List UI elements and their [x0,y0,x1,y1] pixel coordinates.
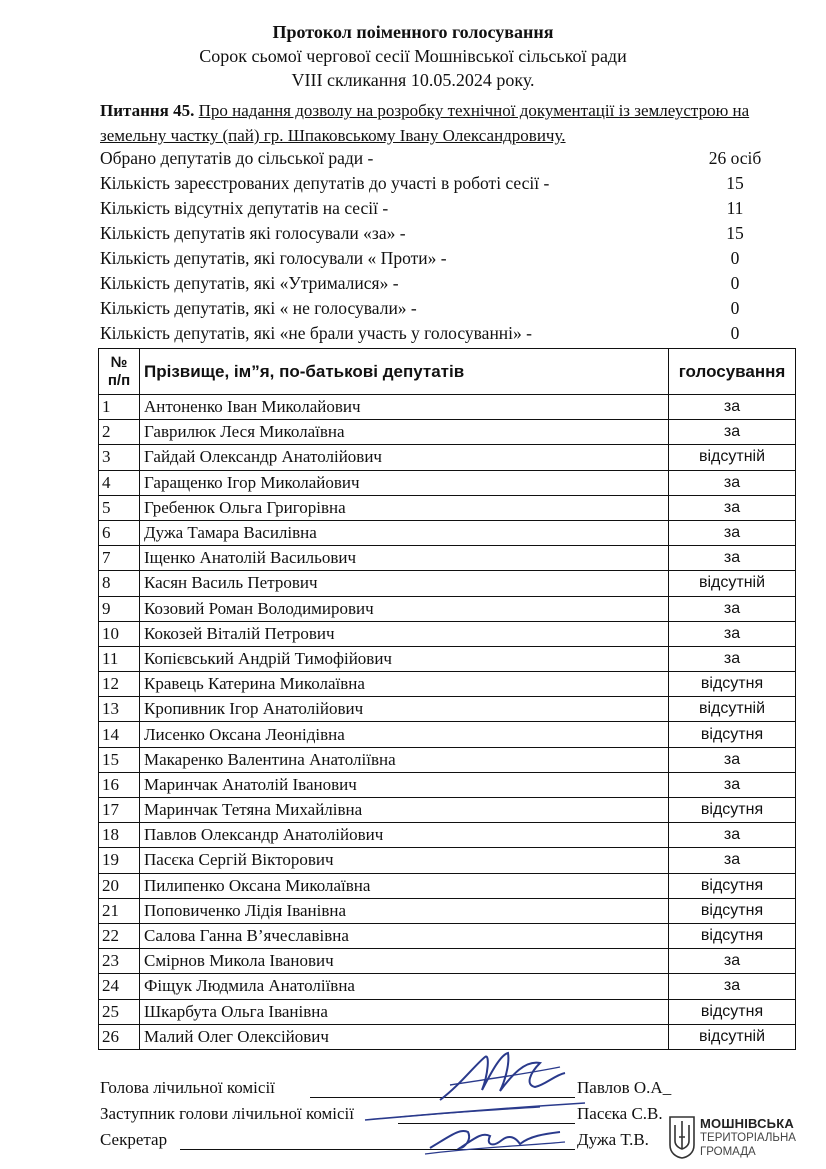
table-row [99,898,796,923]
stat-value: 0 [730,298,740,318]
signature-name-deputy: Пасєка С.В. [577,1104,663,1123]
table-row [99,520,796,545]
vote-result: за [669,823,796,848]
stat-label: Кількість зареєстрованих депутатів до участі в роботі сесії - [100,173,550,193]
vote-result: за [669,772,796,797]
deputy-name: Пилипенко Оксана Миколаївна [140,873,669,898]
deputy-name: Малий Олег Олексійович [140,1024,669,1049]
table-row [99,420,796,445]
vote-statistics [100,146,800,346]
row-number: 23 [99,949,140,974]
vote-result: за [669,470,796,495]
stat-value: 15 [726,223,744,243]
vote-result: відсутній [669,1024,796,1049]
vote-result: відсутній [669,571,796,596]
table-row [99,395,796,420]
vote-result: за [669,420,796,445]
deputy-name: Маринчак Тетяна Михайлівна [140,798,669,823]
vote-result: за [669,974,796,999]
stat-row [100,246,800,271]
stat-label: Обрано депутатів до сільської ради - [100,148,374,168]
protocol-title: Протокол поіменного голосування [272,22,554,42]
row-number: 13 [99,697,140,722]
stat-row [100,146,800,171]
row-number: 25 [99,999,140,1024]
vote-result: за [669,747,796,772]
signature-name-chair: Павлов О.А_ [577,1078,672,1097]
stat-label: Кількість депутатів, які « не голосували» - [100,298,417,318]
table-row [99,974,796,999]
question-label: Питання 45. [100,101,195,120]
deputy-name: Касян Василь Петрович [140,571,669,596]
table-row [99,445,796,470]
vote-result: за [669,596,796,621]
row-number: 16 [99,772,140,797]
vote-result: відсутній [669,445,796,470]
question [100,98,800,148]
row-number: 17 [99,798,140,823]
deputy-name: Поповиченко Лідія Іванівна [140,898,669,923]
stat-value: 0 [730,273,740,293]
table-row [99,697,796,722]
deputy-name: Копієвський Андрій Тимофійович [140,646,669,671]
table-row [99,747,796,772]
stat-row [100,271,800,296]
row-number: 19 [99,848,140,873]
row-number: 7 [99,546,140,571]
table-row [99,621,796,646]
table-row [99,596,796,621]
stat-label: Кількість депутатів, які «не брали участь у голосуванні» - [100,323,532,343]
deputy-name: Фіщук Людмила Анатоліївна [140,974,669,999]
vote-result: відсутня [669,999,796,1024]
stat-label: Кількість відсутніх депутатів на сесії - [100,198,389,218]
deputy-name: Кравець Катерина Миколаївна [140,672,669,697]
row-number: 22 [99,923,140,948]
deputy-name: Іщенко Анатолій Васильович [140,546,669,571]
vote-result: за [669,520,796,545]
signature-role-chair: Голова лічильної комісії [100,1078,275,1097]
stat-value: 0 [730,323,740,343]
table-row [99,495,796,520]
deputy-name: Козовий Роман Володимирович [140,596,669,621]
deputy-name: Шкарбута Ольга Іванівна [140,999,669,1024]
deputy-name: Кропивник Ігор Анатолійович [140,697,669,722]
table-row [99,722,796,747]
vote-result: відсутня [669,873,796,898]
deputy-name: Смірнов Микола Іванович [140,949,669,974]
vote-result: відсутня [669,672,796,697]
row-number: 5 [99,495,140,520]
deputy-name: Пасєка Сергій Вікторович [140,848,669,873]
header-vote: голосування [669,349,796,395]
stat-label: Кількість депутатів, які «Утрималися» - [100,273,399,293]
stat-row [100,221,800,246]
row-number: 9 [99,596,140,621]
deputy-name: Гаращенко Ігор Миколайович [140,470,669,495]
vote-result: за [669,495,796,520]
convocation-date: VIII скликання 10.05.2024 року. [291,70,535,90]
table-row [99,949,796,974]
stat-value: 15 [726,173,744,193]
vote-result: відсутня [669,898,796,923]
row-number: 8 [99,571,140,596]
row-number: 21 [99,898,140,923]
deputy-name: Дужа Тамара Василівна [140,520,669,545]
row-number: 18 [99,823,140,848]
deputy-name: Кокозей Віталій Петрович [140,621,669,646]
deputy-name: Антоненко Іван Миколайович [140,395,669,420]
row-number: 10 [99,621,140,646]
logo-line-1: МОШНІВСЬКА [700,1116,794,1131]
signature-role-deputy: Заступник голови лічильної комісії [100,1104,355,1123]
vote-result: за [669,848,796,873]
row-number: 4 [99,470,140,495]
stat-value: 26 осіб [708,148,762,168]
vote-result: за [669,546,796,571]
vote-result: відсутня [669,798,796,823]
signature-name-secretary: Дужа Т.В. [577,1130,649,1149]
deputy-name: Гаврилюк Леся Миколаївна [140,420,669,445]
table-row [99,546,796,571]
community-logo [668,1115,818,1163]
table-row [99,772,796,797]
row-number: 24 [99,974,140,999]
header-number: № п/п [99,349,140,395]
stat-value: 0 [730,248,740,268]
deputy-name: Гребенюк Ольга Григорівна [140,495,669,520]
stat-label: Кількість депутатів, які голосували « Проти» - [100,248,447,268]
table-row [99,672,796,697]
table-row [99,873,796,898]
vote-result: відсутня [669,722,796,747]
votes-table [98,348,796,1050]
question-text: Про надання дозволу на розробку технічної документації із землеустрою на земельну частку (пай) гр. Шпаковському Івану Олександровичу. [100,101,750,145]
stat-row [100,196,800,221]
row-number: 11 [99,646,140,671]
session-subtitle: Сорок сьомої чергової сесії Мошнівської сільської ради [199,46,627,66]
deputy-name: Гайдай Олександр Анатолійович [140,445,669,470]
table-row [99,823,796,848]
deputy-name: Салова Ганна В’ячеславівна [140,923,669,948]
handwritten-signature-secretary [420,1118,570,1158]
table-header-row [99,349,796,395]
logo-line-2: ТЕРИТОРІАЛЬНА [700,1132,796,1144]
signature-role-secretary: Секретар [100,1130,168,1149]
vote-result: за [669,949,796,974]
stat-row [100,321,800,346]
deputy-name: Павлов Олександр Анатолійович [140,823,669,848]
row-number: 12 [99,672,140,697]
deputy-name: Макаренко Валентина Анатоліївна [140,747,669,772]
row-number: 6 [99,520,140,545]
table-row [99,470,796,495]
row-number: 20 [99,873,140,898]
stat-row [100,296,800,321]
row-number: 3 [99,445,140,470]
row-number: 2 [99,420,140,445]
header-name: Прізвище, ім”я, по-батькові депутатів [140,349,669,395]
vote-result: відсутній [669,697,796,722]
stat-value: 11 [726,198,744,218]
table-row [99,999,796,1024]
row-number: 26 [99,1024,140,1049]
table-row [99,798,796,823]
table-row [99,646,796,671]
table-row [99,848,796,873]
trident-icon [668,1115,696,1159]
table-row [99,571,796,596]
stat-label: Кількість депутатів які голосували «за» - [100,223,406,243]
deputy-name: Маринчак Анатолій Іванович [140,772,669,797]
vote-result: за [669,395,796,420]
row-number: 15 [99,747,140,772]
table-row [99,923,796,948]
vote-result: за [669,646,796,671]
vote-result: за [669,621,796,646]
deputy-name: Лисенко Оксана Леонідівна [140,722,669,747]
vote-result: відсутня [669,923,796,948]
logo-line-3: ГРОМАДА [700,1146,756,1158]
row-number: 1 [99,395,140,420]
stat-row [100,171,800,196]
row-number: 14 [99,722,140,747]
